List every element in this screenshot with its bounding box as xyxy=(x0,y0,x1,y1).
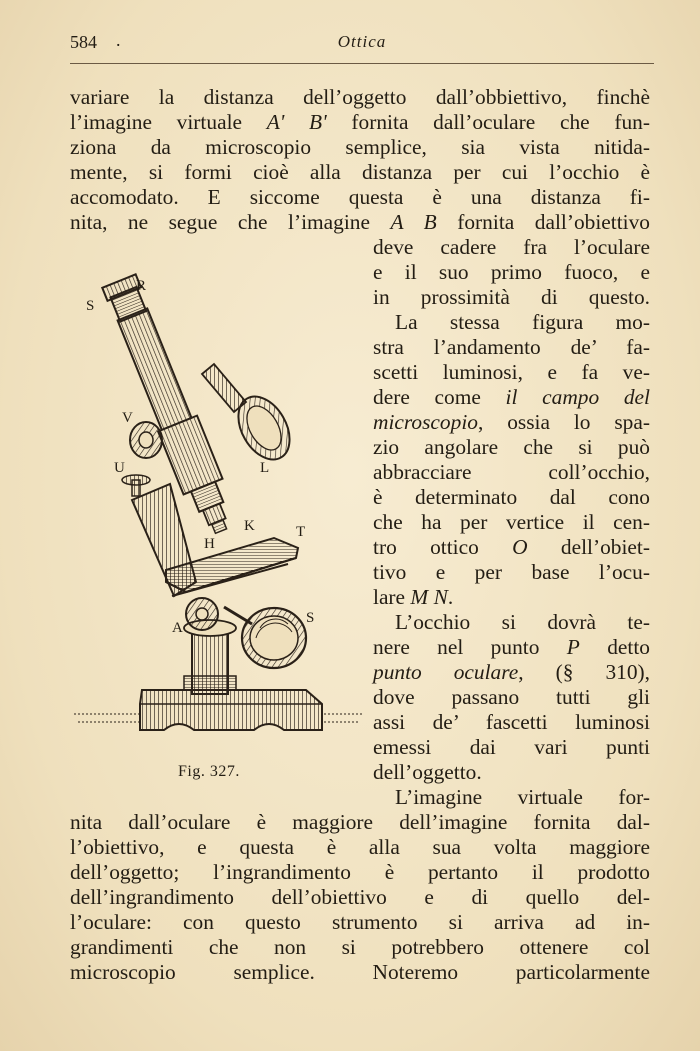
microscope-base xyxy=(74,690,362,730)
figure-label-r: R xyxy=(136,278,147,294)
text-line: microscopio, ossia lo spa- xyxy=(373,410,650,434)
text-line: punto oculare, (§ 310), xyxy=(373,660,651,684)
figure-label-t: T xyxy=(296,524,306,540)
text-line: dere come il campo del xyxy=(373,385,650,409)
microscope-hinge xyxy=(186,598,218,630)
figure-label-s-bottom: S xyxy=(306,610,315,626)
text-line: dove passano tutti gli xyxy=(373,685,650,709)
text-line: in prossimità di questo. xyxy=(373,285,650,309)
text-line: accomodato. E siccome questa è una distanza fi- xyxy=(70,185,650,209)
text-line: l’obiettivo, e questa è alla sua volta maggiore xyxy=(70,835,650,859)
fine-focus-screw xyxy=(122,475,150,496)
text-line: L’occhio si dovrà te- xyxy=(395,610,650,634)
header-dot: . xyxy=(116,30,121,50)
page-header xyxy=(70,32,654,58)
figure-label-a: A xyxy=(172,620,183,636)
text-line: ziona da microscopio semplice, sia vista nitida- xyxy=(70,135,650,159)
text-line: variare la distanza dell’oggetto dall’obbiettivo, finchè xyxy=(70,85,650,109)
text-line: è determinato dal cono xyxy=(373,485,650,509)
text-line: L’imagine virtuale for- xyxy=(395,785,650,809)
microscope-illustration xyxy=(74,252,364,752)
text-line: tro ottico O dell’obiet- xyxy=(373,535,650,559)
microscope-mirror xyxy=(224,607,306,668)
text-line: abbracciare coll’occhio, xyxy=(373,460,650,484)
text-line: mente, si formi cioè alla distanza per cui l’occhio è xyxy=(70,160,650,184)
lamp-bracket xyxy=(202,364,300,468)
microscope-drawing xyxy=(74,252,364,752)
running-title: Ottica xyxy=(337,32,387,51)
figure-label-v: V xyxy=(122,410,133,426)
page-number: 584 xyxy=(70,32,97,52)
text-line: assi de’ fascetti luminosi xyxy=(373,710,650,734)
focus-knob xyxy=(130,422,162,458)
text-line: deve cadere fra l’oculare xyxy=(373,235,650,259)
figure-caption: Fig. 327. xyxy=(178,763,240,780)
text-line: tivo e per base l’ocu- xyxy=(373,560,650,584)
text-line: lare M N. xyxy=(373,585,454,609)
microscope-pillar xyxy=(184,620,236,694)
figure-label-h: H xyxy=(204,536,215,552)
figure-label-l: L xyxy=(260,460,270,476)
text-line: nita dall’oculare è maggiore dell’imagine fornita dal- xyxy=(70,810,650,834)
text-line: zio angolare che si può xyxy=(373,435,650,459)
text-line: dell’oggetto; l’ingrandimento è pertanto il prodotto xyxy=(70,860,650,884)
text-line: l’imagine virtuale A' B' fornita dall’oculare che fun- xyxy=(70,110,651,134)
text-line: nere nel punto P detto xyxy=(373,635,650,659)
text-line: La stessa figura mo- xyxy=(395,310,650,334)
text-line: scetti luminosi, e fa ve- xyxy=(373,360,650,384)
text-line: stra l’andamento de’ fa- xyxy=(373,335,650,359)
text-line: dell’ingrandimento dell’obiettivo e di quello del- xyxy=(70,885,650,909)
figure-label-s-top: S xyxy=(86,298,95,314)
microscope-arm xyxy=(132,484,196,596)
figure-label-k: K xyxy=(244,518,255,534)
text-line: che ha per vertice il cen- xyxy=(373,510,650,534)
text-line: e il suo primo fuoco, e xyxy=(373,260,650,284)
text-line: microscopio semplice. Noteremo particolarmente xyxy=(70,960,650,984)
text-line: dell’oggetto. xyxy=(373,760,482,784)
figure-label-u: U xyxy=(114,460,125,476)
text-line: l’oculare: con questo strumento si arriva ad in- xyxy=(70,910,650,934)
text-line: grandimenti che non si potrebbero ottenere col xyxy=(70,935,650,959)
header-rule xyxy=(70,63,654,64)
text-line: emessi dai vari punti xyxy=(373,735,650,759)
text-line: nita, ne segue che l’imagine A B fornita dall’obiettivo xyxy=(70,210,650,234)
